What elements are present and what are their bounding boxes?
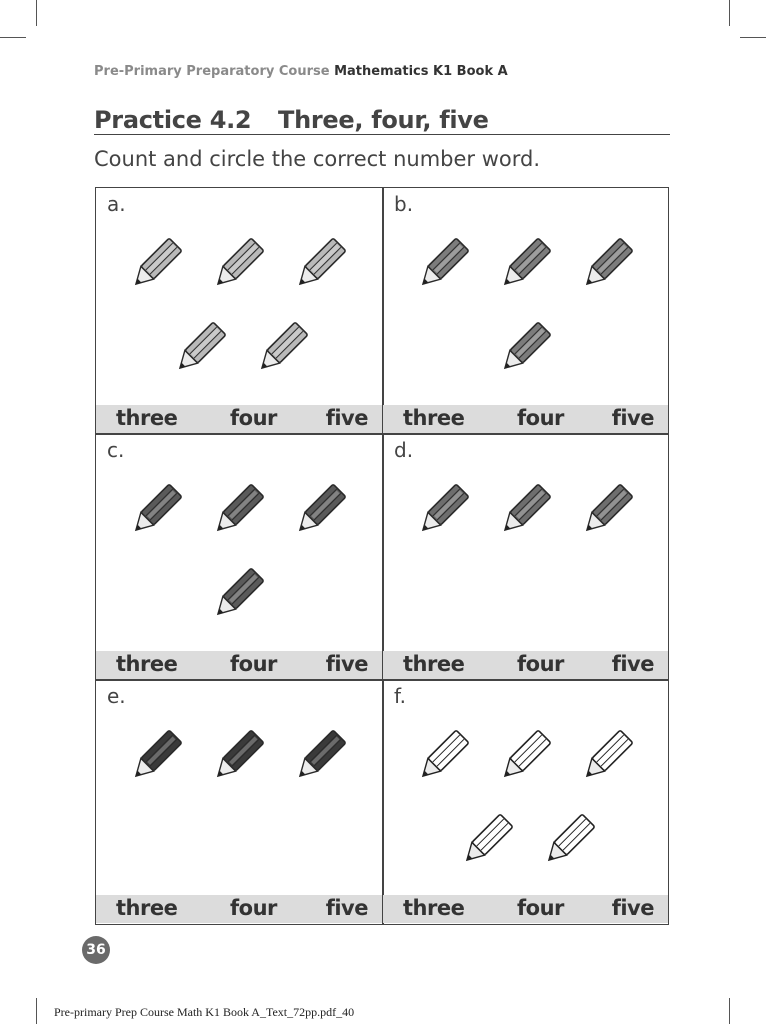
exercise-cell-b [383,188,668,433]
crop-mark [0,37,26,38]
option-four[interactable]: four [517,652,564,676]
option-five[interactable]: five [611,652,654,676]
answer-bar [383,405,668,433]
file-footer: Pre-primary Prep Course Math K1 Book A_Text_72pp.pdf_40 [54,1005,355,1019]
option-three[interactable]: three [403,652,465,676]
option-five[interactable]: five [325,652,368,676]
answer-bar [96,405,382,433]
crop-mark [36,998,37,1024]
pencil-icon [411,480,473,542]
option-three[interactable]: three [403,896,465,920]
pencil-icon [411,726,473,788]
pencil-icon [493,318,555,380]
series-name: Pre-Primary Preparatory Course [94,64,330,79]
pencil-icon [288,726,350,788]
option-five[interactable]: five [325,896,368,920]
crop-mark [729,0,730,26]
pencil-icon [455,810,517,872]
cell-label: d. [394,438,414,462]
crop-mark [740,37,766,38]
pencil-icon [206,480,268,542]
option-four[interactable]: four [230,652,277,676]
option-three[interactable]: three [116,652,178,676]
pencil-icon [206,726,268,788]
practice-number: Practice 4.2 [94,106,252,134]
exercise-cell-e [96,680,382,923]
crop-mark [729,998,730,1024]
option-three[interactable]: three [403,406,465,430]
practice-topic: Three, four, five [278,106,489,134]
answer-bar [96,895,382,923]
option-four[interactable]: four [517,896,564,920]
pencil-icon [575,726,637,788]
option-five[interactable]: five [611,896,654,920]
pencil-icon [493,234,555,296]
answer-bar [96,651,382,679]
instruction-text: Count and circle the correct number word. [94,147,541,171]
page-title [94,104,670,135]
option-four[interactable]: four [517,406,564,430]
exercise-cell-f [383,680,668,923]
option-five[interactable]: five [611,406,654,430]
pencil-icon [288,480,350,542]
option-four[interactable]: four [230,406,277,430]
running-header [94,64,508,79]
cell-label: a. [107,192,126,216]
page-number: 36 [82,936,110,964]
pencil-icon [250,318,312,380]
pencil-icon [411,234,473,296]
cell-label: c. [107,438,125,462]
pencil-icon [493,726,555,788]
exercise-cell-c [96,434,382,679]
exercise-cell-a [96,188,382,433]
pencil-icon [575,234,637,296]
pencil-icon [168,318,230,380]
option-three[interactable]: three [116,896,178,920]
pencil-icon [575,480,637,542]
option-three[interactable]: three [116,406,178,430]
pencil-icon [124,480,186,542]
book-name: Mathematics K1 Book A [334,64,508,79]
cell-label: e. [107,684,126,708]
exercise-cell-d [383,434,668,679]
pencil-icon [288,234,350,296]
option-five[interactable]: five [325,406,368,430]
pencil-icon [206,564,268,626]
option-four[interactable]: four [230,896,277,920]
answer-bar [383,895,668,923]
cell-label: b. [394,192,414,216]
answer-bar [383,651,668,679]
exercise-grid [95,187,669,925]
pencil-icon [124,234,186,296]
cell-label: f. [394,684,406,708]
pencil-icon [124,726,186,788]
crop-mark [36,0,37,26]
pencil-icon [537,810,599,872]
pencil-icon [493,480,555,542]
pencil-icon [206,234,268,296]
